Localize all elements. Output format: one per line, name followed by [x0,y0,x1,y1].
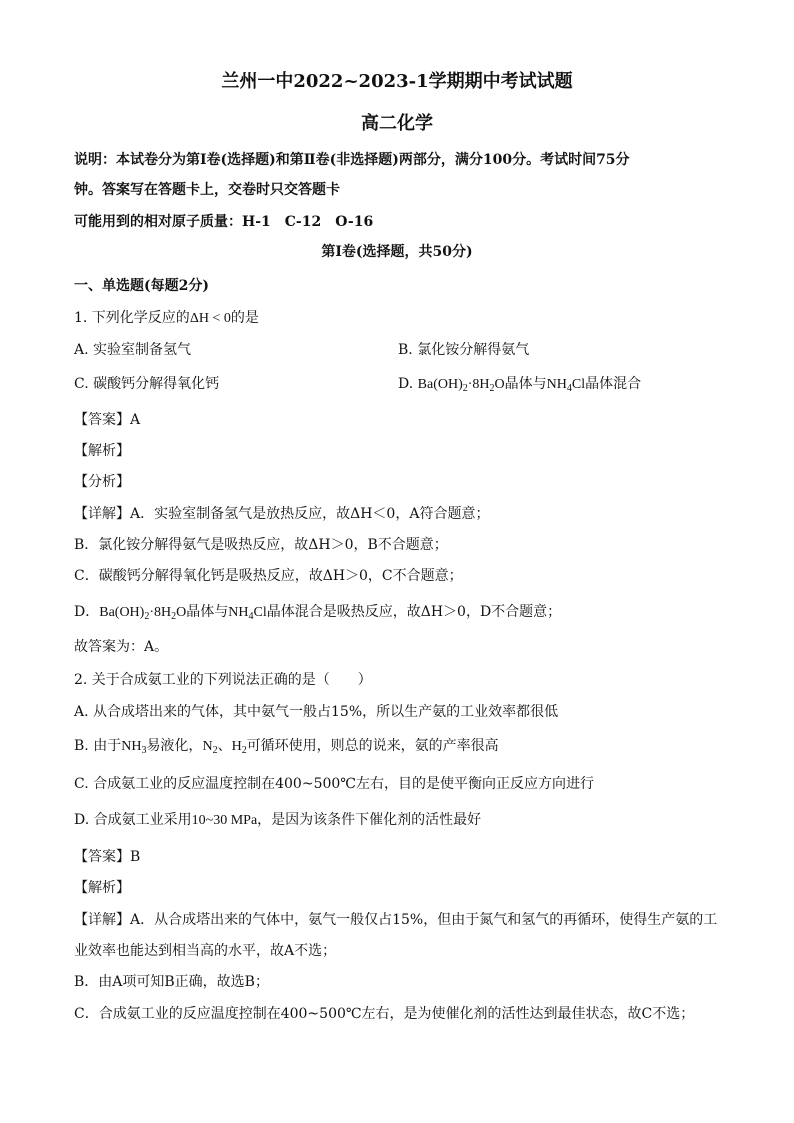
q1-option-d [398,374,641,399]
formula-part: O [494,377,505,392]
formula-subscript: 2 [489,383,495,394]
section-heading: 一、单选题(每题2分) [74,278,209,294]
q1-stem [74,308,259,329]
q2-detail-3: C．合成氨工业的反应温度控制在400~500℃左右，是为使催化剂的活性达到最佳状态，故C不选； [74,1006,695,1022]
formula-subscript: 2 [171,611,177,622]
q2-stem: 2. 关于合成氨工业的下列说法正确的是（ ） [74,672,372,688]
q1-detail-4-formula-2 [228,605,266,620]
q2-option-b-separator: 、 [217,738,232,754]
formula-part: ·8H [467,377,490,392]
q1-option-d-formula-2 [547,377,585,392]
q1-detail-4 [74,602,561,627]
instructions-line-1: 说明：本试卷分为第Ⅰ卷(选择题)和第Ⅱ卷(非选择题)两部分，满分100分。考试时间75分 [74,152,630,168]
q1-stem-formula: ΔH < 0 [189,311,231,326]
q1-detail-1: 【详解】A．实验室制备氢气是放热反应，故ΔH＜0，A符合题意； [74,506,490,522]
q1-option-a: A. 实验室制备氢气 [74,342,192,358]
formula-subscript: 2 [144,611,150,622]
q2-option-b-formula-3 [232,739,247,754]
formula-part: NH [121,739,142,754]
instructions-line-2: 钟。答案写在答题卡上，交卷时只交答题卡 [74,182,340,198]
q1-option-d-formula-1 [418,377,505,392]
q1-stem-text: 1. 下列化学反应的 [74,310,190,326]
part-one-heading: 第Ⅰ卷(选择题，共50分) [321,244,473,260]
formula-part: Ba(OH) [99,605,145,620]
q1-option-d-text: 晶体与 [504,376,547,392]
q1-option-c: C. 碳酸钙分解得氧化钙 [74,376,220,392]
page-subtitle: 高二化学 [361,113,433,134]
q2-option-a: A. 从合成塔出来的气体，其中氨气一般占15%，所以生产氨的工业效率都很低 [74,704,559,720]
q2-option-b-label: B. 由于 [74,738,122,754]
q2-option-b-formula-1 [121,739,146,754]
q1-stem-suffix: 的是 [230,310,259,326]
formula-part: H [231,739,242,754]
q2-option-d-suffix: ，是因为该条件下催化剂的活性最好 [257,812,482,828]
q2-option-b-formula-2 [202,739,217,754]
formula-part: Cl [253,605,267,620]
q1-detail-4-text: 晶体与 [186,604,229,620]
formula-subscript: 4 [566,383,572,394]
q1-detail-3: C．碳酸钙分解得氧化钙是吸热反应，故ΔH＞0，C不合题意； [74,568,463,584]
atomic-mass-line: 可能用到的相对原子质量：H-1 C-12 O-16 [74,214,374,230]
formula-part: ·8H [149,605,172,620]
q1-detail-4-formula-1 [99,605,186,620]
q1-option-d-label: D. [398,376,414,392]
q1-option-b: B. 氯化铵分解得氨气 [398,342,530,358]
q2-answer: 【答案】B [74,849,141,865]
formula-part: NH [228,605,249,620]
q2-option-b-suffix: 可循环使用，则总的说来，氨的产率很高 [246,738,499,754]
q1-detail-4-label: D． [74,604,100,620]
formula-subscript: 4 [248,611,254,622]
q1-option-d-suffix: 晶体混合 [585,376,642,392]
formula-subscript: 3 [141,745,147,756]
q1-conclusion: 故答案为：A。 [74,639,169,655]
q2-detail-2: B．由A项可知B正确，故选B； [74,974,269,990]
q1-fenxi-label: 【分析】 [74,474,130,490]
formula-subscript: 2 [241,745,247,756]
q2-option-d [74,810,481,831]
q2-option-c: C. 合成氨工业的反应温度控制在400~500℃左右，目的是使平衡向正反应方向进行 [74,776,594,792]
q2-detail-1a: 【详解】A．从合成塔出来的气体中，氨气一般仅占15%，但由于氮气和氢气的再循环，使得生产氨的工 [74,912,718,928]
q2-option-b-text: 易液化， [146,738,203,754]
formula-part: Ba(OH) [417,377,463,392]
formula-part: N [202,739,213,754]
formula-subscript: 2 [212,745,218,756]
formula-part: O [176,605,187,620]
q2-option-d-formula: 10~30 MPa [191,813,258,828]
formula-subscript: 2 [462,383,468,394]
q1-analysis-label: 【解析】 [74,443,130,459]
q1-detail-2: B．氯化铵分解得氨气是吸热反应，故ΔH＞0，B不合题意； [74,537,448,553]
q1-answer: 【答案】A [74,412,141,428]
q2-option-b [74,736,499,761]
formula-part: NH [546,377,567,392]
q2-analysis-label: 【解析】 [74,880,130,896]
q2-detail-1b: 业效率也能达到相当高的水平，故A不选； [74,943,337,959]
q1-detail-4-suffix: 晶体混合是吸热反应，故ΔH＞0，D不合题意； [266,604,562,620]
formula-part: Cl [571,377,586,392]
q2-option-d-label: D. 合成氨工业采用 [74,812,192,828]
page-title: 兰州一中2022~2023-1学期期中考试试题 [221,71,573,92]
